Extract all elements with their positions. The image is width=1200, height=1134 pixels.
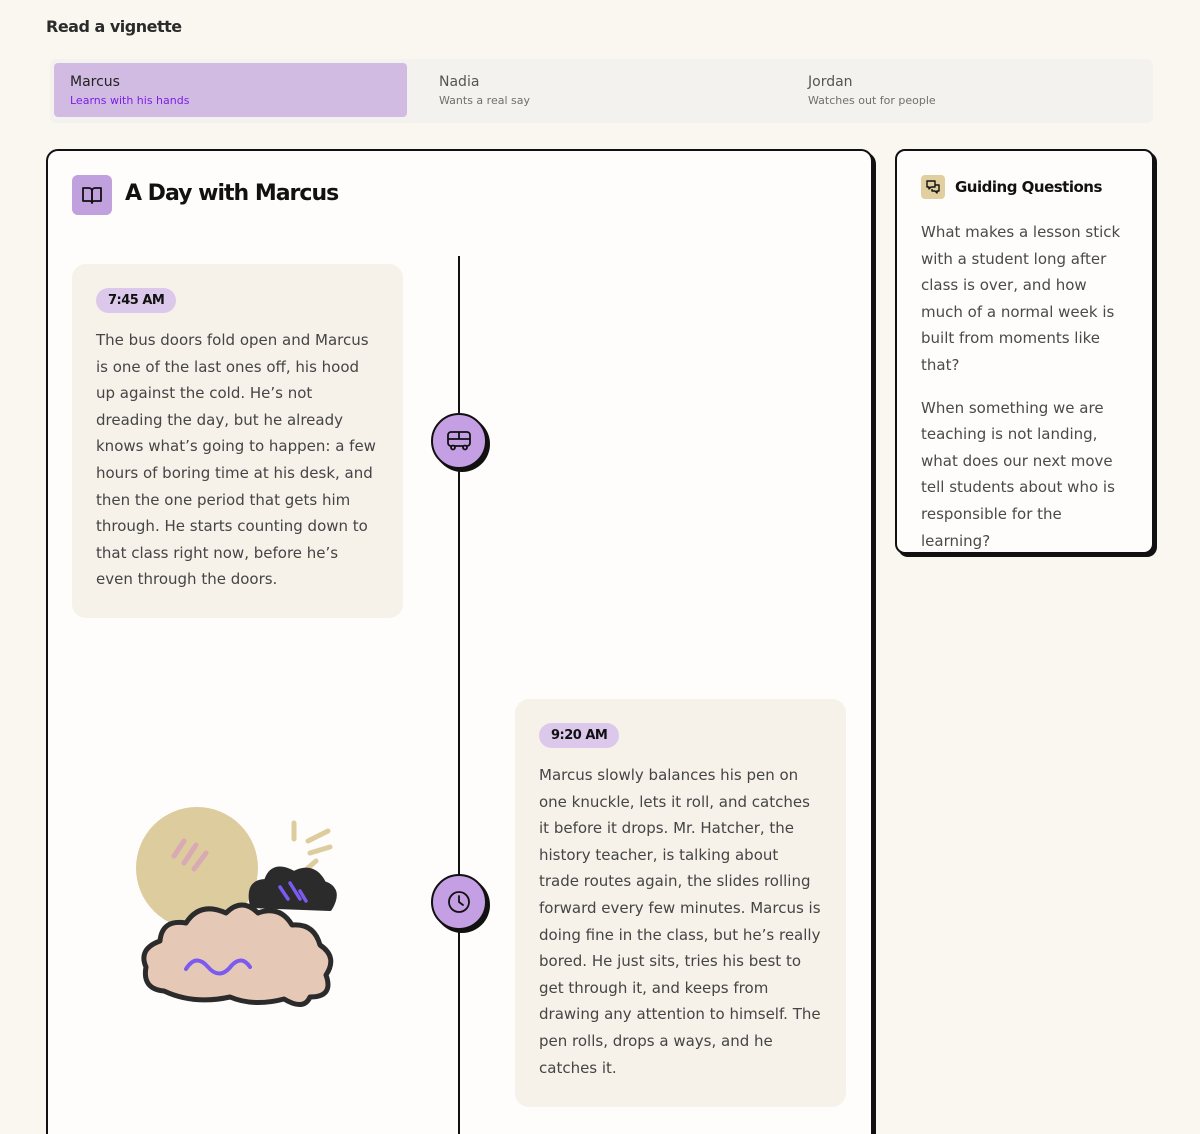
guiding-questions-card <box>895 149 1154 554</box>
chat-bubbles-icon <box>921 175 945 199</box>
time-badge: 9:20 AM <box>539 723 619 748</box>
vignette-card <box>46 149 873 1134</box>
time-badge: 7:45 AM <box>96 288 176 313</box>
timeline-line <box>458 256 460 1134</box>
timeline-entry <box>72 264 403 618</box>
tab-subtitle: Watches out for people <box>808 94 936 107</box>
guiding-question: When something we are teaching is not landing, what does our next move tell students about who is responsible for the learning? <box>921 398 1115 550</box>
tab-nadia[interactable] <box>423 63 776 117</box>
tab-subtitle: Learns with his hands <box>70 94 190 107</box>
vignette-tabs <box>50 59 1153 123</box>
overwhelmed-cloud-illustration <box>134 801 354 1011</box>
vignette-title: A Day with Marcus <box>125 181 339 206</box>
page-heading: Read a vignette <box>46 17 182 36</box>
entry-text: The bus doors fold open and Marcus is one of the last ones off, his hood up against the cold. He’s not dreading the day, but he already knows what’s going to happen: a few hours of boring time at his desk, and then the one period that gets him through. He starts counting down to that class right now, before he’s even through the doors. <box>96 331 376 589</box>
guiding-questions-title: Guiding Questions <box>955 178 1102 196</box>
tab-subtitle: Wants a real say <box>439 94 530 107</box>
tab-name: Marcus <box>70 74 120 90</box>
clock-icon <box>431 874 487 930</box>
book-open-icon <box>72 175 112 215</box>
tab-marcus[interactable] <box>54 63 407 117</box>
guiding-question: What makes a lesson stick with a student long after class is over, and how much of a normal week is built from moments like that? <box>921 223 1121 374</box>
entry-text: Marcus slowly balances his pen on one knuckle, lets it roll, and catches it before it drops. Mr. Hatcher, the history teacher, is talking about trade routes again, the slides rolling forward every few minutes. Marcus is doing fine in the class, but he’s really bored. He just sits, tries his best to get through it, and keeps from drawing any attention to himself. The pen rolls, drops a ways, and he catches it. <box>539 766 821 1077</box>
tab-jordan[interactable] <box>792 63 1145 117</box>
timeline-entry <box>515 699 846 1107</box>
tab-name: Jordan <box>808 74 853 90</box>
tab-name: Nadia <box>439 74 480 90</box>
bus-icon <box>431 413 487 469</box>
